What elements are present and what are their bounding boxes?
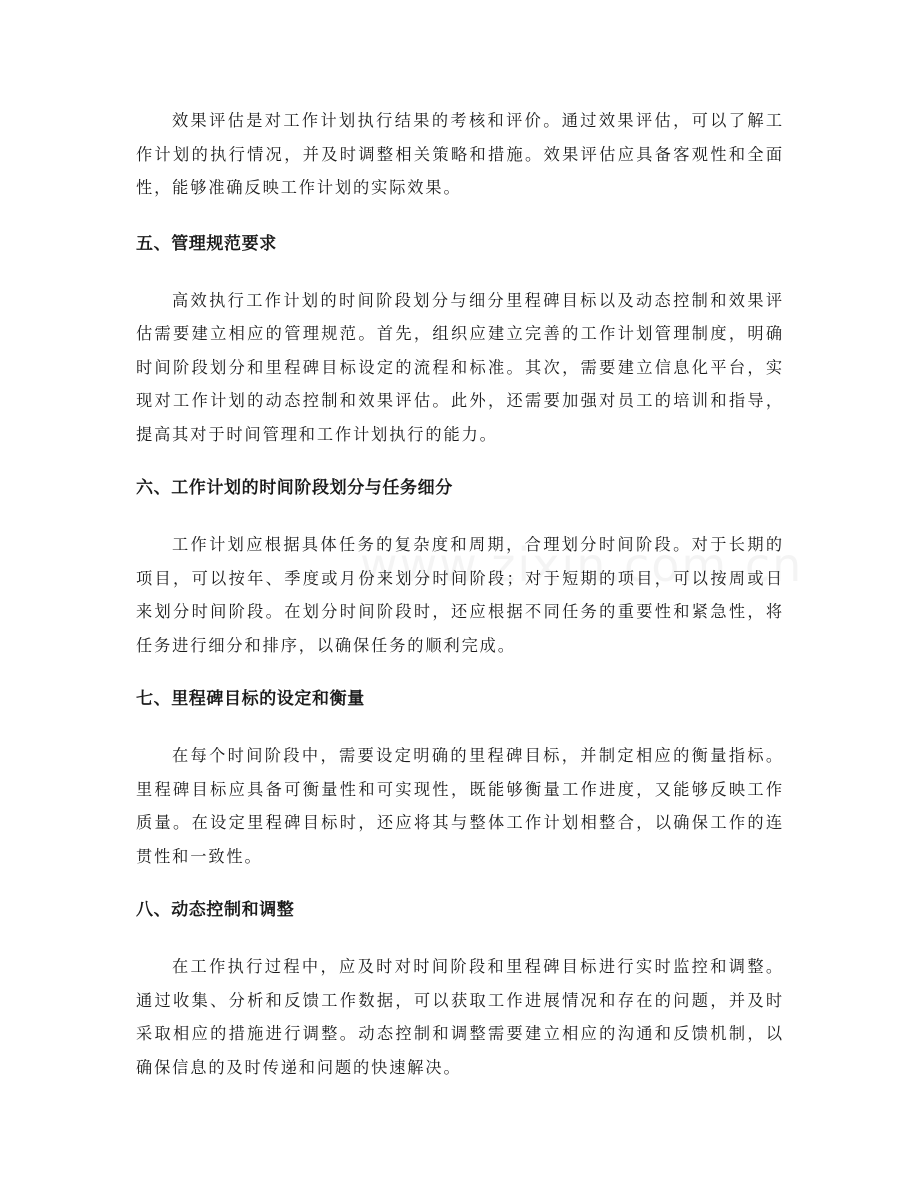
document-page (136, 104, 784, 1106)
paragraph-section-8: 在工作执行过程中，应及时对时间阶段和里程碑目标进行实时监控和调整。通过收集、分析和反馈工作数据，可以获取工作进展情况和存在的问题，并及时采取相应的措施进行调整。动态控制和调整需要建立相应的沟通和反馈机制，以确保信息的及时传递和问题的快速解决。 (136, 957, 784, 1077)
heading-section-5: 五、管理规范要求 (136, 233, 277, 254)
paragraph-section-6: 工作计划应根据具体任务的复杂度和周期，合理划分时间阶段。对于长期的项目，可以按年、季度或月份来划分时间阶段；对于短期的项目，可以按周或日来划分时间阶段。在划分时间阶段时，还应根据不同任务的重要性和紧急性，将任务进行细分和排序，以确保任务的顺利完成。 (136, 535, 784, 655)
paragraph-section-7: 在每个时间阶段中，需要设定明确的里程碑目标，并制定相应的衡量指标。里程碑目标应具备可衡量性和可实现性，既能够衡量工作进度，又能够反映工作质量。在设定里程碑目标时，还应将其与整体工作计划相整合，以确保工作的连贯性和一致性。 (136, 746, 784, 866)
paragraph-effect-evaluation: 效果评估是对工作计划执行结果的考核和评价。通过效果评估，可以了解工作计划的执行情况，并及时调整相关策略和措施。效果评估应具备客观性和全面性，能够准确反映工作计划的实际效果。 (136, 111, 784, 197)
heading-section-7: 七、里程碑目标的设定和衡量 (136, 689, 365, 709)
heading-section-8: 八、动态控制和调整 (136, 900, 295, 920)
heading-section-6: 六、工作计划的时间阶段划分与任务细分 (136, 478, 453, 498)
paragraph-section-5: 高效执行工作计划的时间阶段划分与细分里程碑目标以及动态控制和效果评估需要建立相应的管理规范。首先，组织应建立完善的工作计划管理制度，明确时间阶段划分和里程碑目标设定的流程和标准。其次，需要建立信息化平台，实现对工作计划的动态控制和效果评估。此外，还需要加强对员工的培训和指导，提高其对于时间管理和工作计划执行的能力。 (136, 290, 784, 444)
